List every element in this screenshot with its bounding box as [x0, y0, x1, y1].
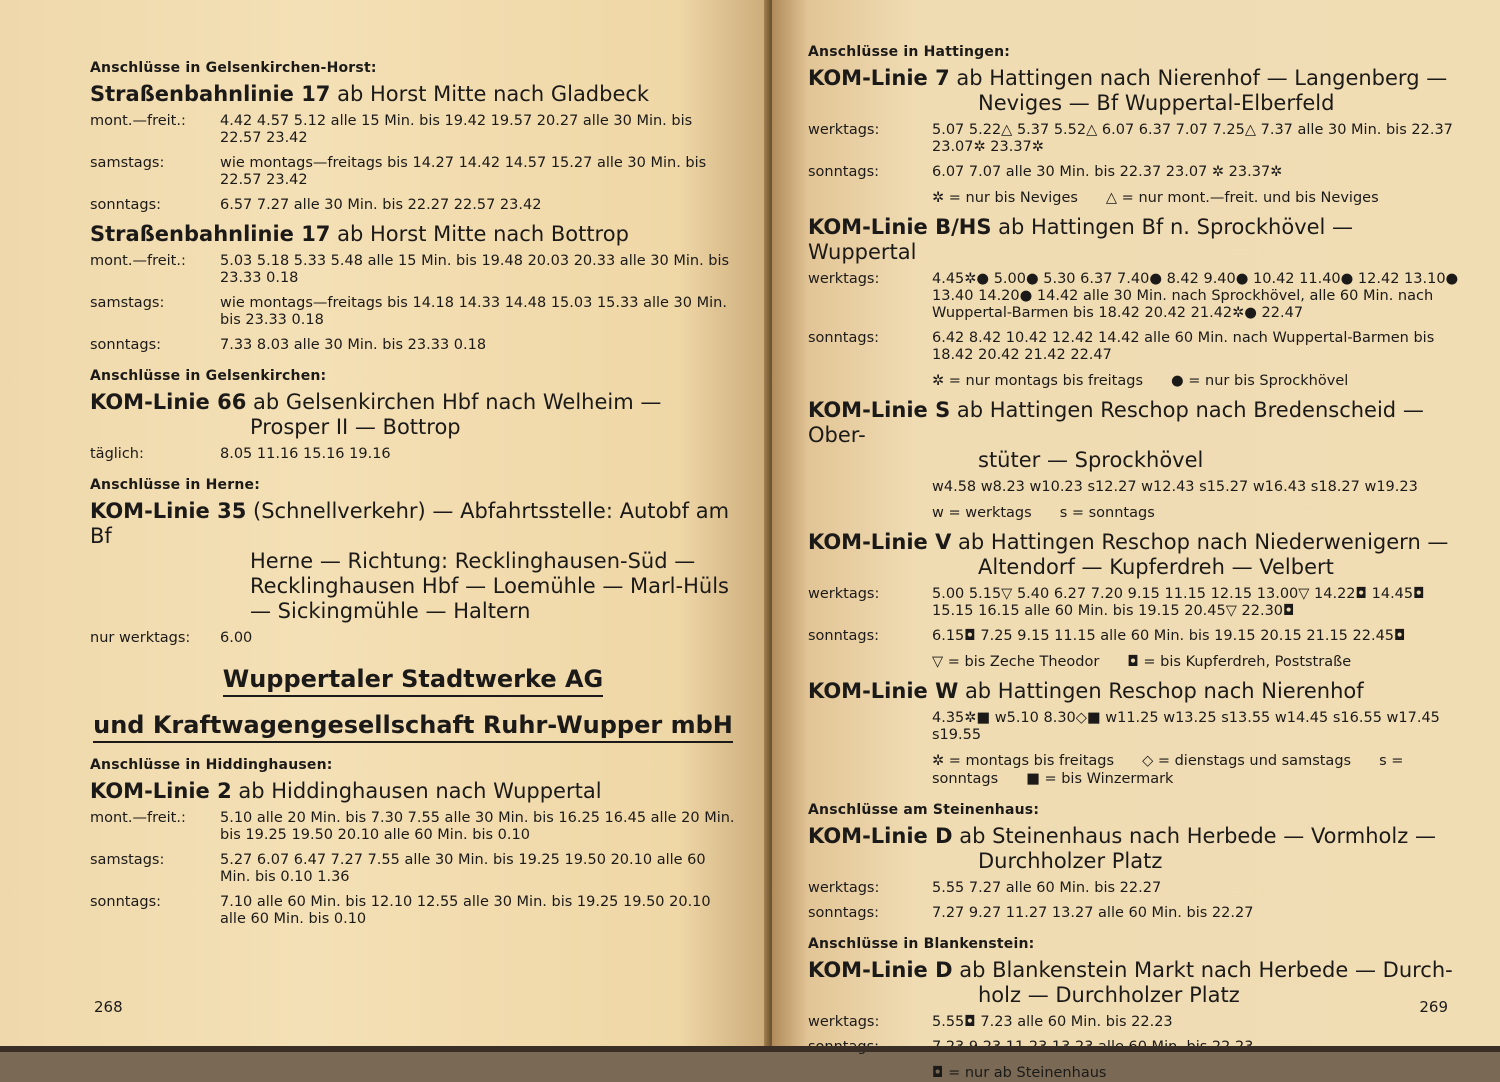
schedule-times: 8.05 11.16 15.16 19.16: [220, 446, 391, 462]
schedule-row: [808, 880, 1460, 897]
timetable-section: [808, 802, 1460, 922]
schedule-day-label: werktags:: [808, 271, 880, 287]
schedule-row: [90, 155, 736, 189]
symbol-legend: [808, 653, 1460, 671]
schedule-row: [90, 446, 736, 463]
section-header: Anschlüsse am Steinenhaus:: [808, 802, 1040, 818]
legend-item: ✲ = montags bis freitags: [932, 753, 1115, 769]
schedule-day-label: sonntags:: [808, 905, 880, 921]
right-page: [772, 0, 1500, 1081]
schedule-row: [808, 164, 1460, 181]
schedule-times: 4.45✲● 5.00● 5.30 6.37 7.40● 8.42 9.40● 10.42 11.40● 12.42 13.10● 13.40 14.20● 14.42 alle 30 Min. nach Sprockhövel, alle 60 Min. nach Wuppertal-Barmen bis 18.42 20.42 21.42✲● 22.47: [932, 271, 1459, 321]
left-sections: [90, 60, 736, 647]
schedule-times: 6.42 8.42 10.42 12.42 14.42 alle 60 Min. nach Wuppertal-Barmen bis 18.42 20.42 21.42 22.47: [932, 330, 1435, 363]
left-sections-2: [90, 757, 736, 928]
route-destination-cont: Neviges — Bf Wuppertal-Elberfeld: [978, 91, 1335, 115]
route-line: KOM-Linie D: [808, 958, 953, 982]
schedule-times: 7.10 alle 60 Min. bis 12.10 12.55 alle 30 Min. bis 19.25 19.50 20.10 alle 60 Min. bis 0.10: [220, 894, 711, 927]
legend-item: △ = nur mont.—freit. und bis Neviges: [1105, 190, 1379, 206]
schedule-times: 4.42 4.57 5.12 alle 15 Min. bis 19.42 19.57 20.27 alle 30 Min. bis 22.57 23.42: [220, 113, 693, 146]
schedule-times: 5.10 alle 20 Min. bis 7.30 7.55 alle 30 Min. bis 16.25 16.45 alle 20 Min. bis 19.25 19.50 20.10 alle 60 Min. bis 0.10: [220, 810, 735, 843]
legend-item: ◘ = bis Kupferdreh, Poststraße: [1127, 654, 1352, 670]
schedule-day-label: [808, 710, 932, 744]
route-line: KOM-Linie B/HS: [808, 215, 992, 239]
schedule-day-label: sonntags:: [808, 330, 880, 346]
route-destination: ab Horst Mitte nach Gladbeck: [337, 82, 650, 106]
schedule-row: [808, 628, 1460, 645]
timetable-section: [90, 757, 736, 928]
schedule-times: 5.00 5.15▽ 5.40 6.27 7.20 9.15 11.15 12.15 13.00▽ 14.22◘ 14.45◘ 15.15 16.15 alle 60 Min. bis 19.15 20.45▽ 22.30◘: [932, 586, 1425, 619]
route-title: [90, 390, 736, 440]
section-header: Anschlüsse in Blankenstein:: [808, 936, 1035, 952]
schedule-day-label: werktags:: [808, 1014, 880, 1030]
schedule-day-label: werktags:: [808, 880, 880, 896]
timetable-section: [90, 477, 736, 647]
legend-item: ● = nur bis Sprockhövel: [1171, 373, 1349, 389]
schedule-day-label: werktags:: [808, 122, 880, 138]
company-name-line2: und Kraftwagengesellschaft Ruhr-Wupper mbH: [93, 711, 733, 743]
section-header: Anschlüsse in Herne:: [90, 477, 261, 493]
route-title: [90, 222, 736, 247]
timetable-section: [808, 44, 1460, 788]
route-line: KOM-Linie 66: [90, 390, 247, 414]
schedule-row: [90, 253, 736, 287]
route-title: [808, 215, 1460, 265]
schedule-row: [808, 710, 1460, 744]
route-title: [808, 530, 1460, 580]
schedule-times: 6.57 7.27 alle 30 Min. bis 22.27 22.57 23.42: [220, 197, 542, 213]
schedule-day-label: samstags:: [90, 155, 165, 171]
section-header: Anschlüsse in Gelsenkirchen-Horst:: [90, 60, 377, 76]
route-title: [808, 824, 1460, 874]
schedule-times: 5.27 6.07 6.47 7.27 7.55 alle 30 Min. bis 19.25 19.50 20.10 alle 60 Min. bis 0.10 1.36: [220, 852, 706, 885]
schedule-day-label: nur werktags:: [90, 630, 191, 646]
schedule-times: 6.15◘ 7.25 9.15 11.15 alle 60 Min. bis 19.15 20.15 21.15 22.45◘: [932, 628, 1406, 644]
company-heading: [90, 665, 736, 743]
legend-item: ✲ = nur montags bis freitags: [932, 373, 1144, 389]
schedule-day-label: mont.—freit.:: [90, 253, 186, 269]
schedule-times: 6.07 7.07 alle 30 Min. bis 22.37 23.07 ✲ 23.37✲: [932, 164, 1283, 180]
route-destination: ab Blankenstein Markt nach Herbede — Durch-: [959, 958, 1453, 982]
schedule-day-label: täglich:: [90, 446, 144, 462]
schedule-row: [90, 337, 736, 354]
schedule-day-label: mont.—freit.:: [90, 113, 186, 129]
schedule-day-label: sonntags:: [808, 164, 880, 180]
route-line: KOM-Linie 7: [808, 66, 950, 90]
timetable-section: [90, 60, 736, 354]
symbol-legend: [808, 504, 1460, 522]
schedule-day-label: samstags:: [90, 852, 165, 868]
schedule-row: [808, 122, 1460, 156]
schedule-row: [808, 271, 1460, 322]
schedule-row: [808, 586, 1460, 620]
route-destination-cont: holz — Durchholzer Platz: [978, 983, 1240, 1007]
symbol-legend: [808, 189, 1460, 207]
right-sections: [808, 44, 1460, 1082]
schedule-times: 5.55◘ 7.23 alle 60 Min. bis 22.23: [932, 1014, 1173, 1030]
page-number-right: 269: [1419, 998, 1448, 1016]
schedule-row: [90, 630, 736, 647]
company-name-line1: Wuppertaler Stadtwerke AG: [223, 665, 604, 697]
section-header: Anschlüsse in Hattingen:: [808, 44, 1011, 60]
route-line: KOM-Linie W: [808, 679, 959, 703]
route-destination-cont: Herne — Richtung: Recklinghausen-Süd — Recklinghausen Hbf — Loemühle — Marl-Hüls — Sickingmühle — Haltern: [250, 549, 729, 623]
schedule-day-label: sonntags:: [90, 197, 162, 213]
symbol-legend: [808, 1064, 1460, 1082]
route-destination: ab Gelsenkirchen Hbf nach Welheim —: [253, 390, 662, 414]
legend-item: ◘ = nur ab Steinenhaus: [932, 1065, 1107, 1081]
schedule-times: 7.27 9.27 11.27 13.27 alle 60 Min. bis 22.27: [932, 905, 1254, 921]
schedule-row: [808, 330, 1460, 364]
route-destination-cont: Prosper II — Bottrop: [250, 415, 461, 439]
schedule-times: 5.55 7.27 alle 60 Min. bis 22.27: [932, 880, 1162, 896]
route-destination: ab Hattingen Reschop nach Nierenhof: [964, 679, 1364, 703]
route-destination: ab Hattingen Reschop nach Niederwenigern —: [958, 530, 1449, 554]
section-header: Anschlüsse in Gelsenkirchen:: [90, 368, 327, 384]
legend-item: w = werktags: [932, 505, 1032, 521]
route-line: KOM-Linie V: [808, 530, 952, 554]
legend-item: s = sonntags: [932, 753, 1404, 787]
schedule-times: 4.35✲■ w5.10 8.30◇■ w11.25 w13.25 s13.55 w14.45 s16.55 w17.45 s19.55: [932, 710, 1440, 743]
legend-item: s = sonntags: [1059, 505, 1155, 521]
schedule-day-label: sonntags:: [90, 337, 162, 353]
route-line: KOM-Linie 35: [90, 499, 247, 523]
route-destination-cont: Altendorf — Kupferdreh — Velbert: [978, 555, 1334, 579]
route-destination-cont: Durchholzer Platz: [978, 849, 1163, 873]
legend-item: ▽ = bis Zeche Theodor: [932, 654, 1100, 670]
route-title: [90, 82, 736, 107]
route-destination: (Schnellverkehr) — Abfahrtsstelle: Autobf am Bf: [90, 499, 730, 548]
route-line: Straßenbahnlinie 17: [90, 222, 331, 246]
page-number-left: 268: [94, 998, 123, 1016]
timetable-section: [808, 936, 1460, 1082]
schedule-day-label: mont.—freit.:: [90, 810, 186, 826]
schedule-row: [90, 810, 736, 844]
schedule-row: [90, 113, 736, 147]
schedule-times: w4.58 w8.23 w10.23 s12.27 w12.43 s15.27 w16.43 s18.27 w19.23: [932, 479, 1418, 495]
route-destination: ab Horst Mitte nach Bottrop: [337, 222, 629, 246]
schedule-row: [90, 197, 736, 214]
route-destination: ab Steinenhaus nach Herbede — Vormholz —: [959, 824, 1436, 848]
schedule-row: [90, 295, 736, 329]
legend-item: ◇ = dienstags und samstags: [1142, 753, 1352, 769]
symbol-legend: [808, 372, 1460, 390]
route-title: [90, 499, 736, 624]
route-title: [808, 398, 1460, 473]
schedule-times: 5.03 5.18 5.33 5.48 alle 15 Min. bis 19.48 20.03 20.33 alle 30 Min. bis 23.33 0.18: [220, 253, 730, 286]
section-header: Anschlüsse in Hiddinghausen:: [90, 757, 333, 773]
schedule-day-label: [808, 479, 932, 496]
schedule-day-label: sonntags:: [808, 628, 880, 644]
schedule-times: 7.33 8.03 alle 30 Min. bis 23.33 0.18: [220, 337, 487, 353]
route-destination-cont: stüter — Sprockhövel: [978, 448, 1204, 472]
schedule-times: wie montags—freitags bis 14.27 14.42 14.57 15.27 alle 30 Min. bis 22.57 23.42: [220, 155, 707, 188]
timetable-section: [90, 368, 736, 463]
route-title: [808, 958, 1460, 1008]
route-title: [808, 66, 1460, 116]
route-line: KOM-Linie D: [808, 824, 953, 848]
legend-item: ■ = bis Winzermark: [1026, 771, 1174, 787]
route-destination: ab Hiddinghausen nach Wuppertal: [238, 779, 602, 803]
schedule-day-label: sonntags:: [90, 894, 162, 910]
schedule-day-label: werktags:: [808, 586, 880, 602]
schedule-row: [808, 479, 1460, 496]
route-destination: ab Hattingen Bf n. Sprockhövel — Wuppertal: [808, 215, 1354, 264]
schedule-times: 5.07 5.22△ 5.37 5.52△ 6.07 6.37 7.07 7.25△ 7.37 alle 30 Min. bis 22.37 23.07✲ 23.37✲: [932, 122, 1453, 155]
symbol-legend: [808, 752, 1460, 788]
route-destination: ab Hattingen Reschop nach Bredenscheid — Ober-: [808, 398, 1424, 447]
schedule-day-label: samstags:: [90, 295, 165, 311]
legend-item: ✲ = nur bis Neviges: [932, 190, 1078, 206]
schedule-row: [808, 1014, 1460, 1031]
route-title: [90, 779, 736, 804]
schedule-row: [90, 852, 736, 886]
schedule-row: [90, 894, 736, 928]
schedule-row: [808, 905, 1460, 922]
route-line: Straßenbahnlinie 17: [90, 82, 331, 106]
route-title: [808, 679, 1460, 704]
book-bottom-edge: [0, 1046, 1500, 1052]
route-line: KOM-Linie S: [808, 398, 951, 422]
route-line: KOM-Linie 2: [90, 779, 232, 803]
route-destination: ab Hattingen nach Nierenhof — Langenberg —: [956, 66, 1448, 90]
schedule-times: 6.00: [220, 630, 253, 646]
schedule-times: wie montags—freitags bis 14.18 14.33 14.48 15.03 15.33 alle 30 Min. bis 23.33 0.18: [220, 295, 727, 328]
